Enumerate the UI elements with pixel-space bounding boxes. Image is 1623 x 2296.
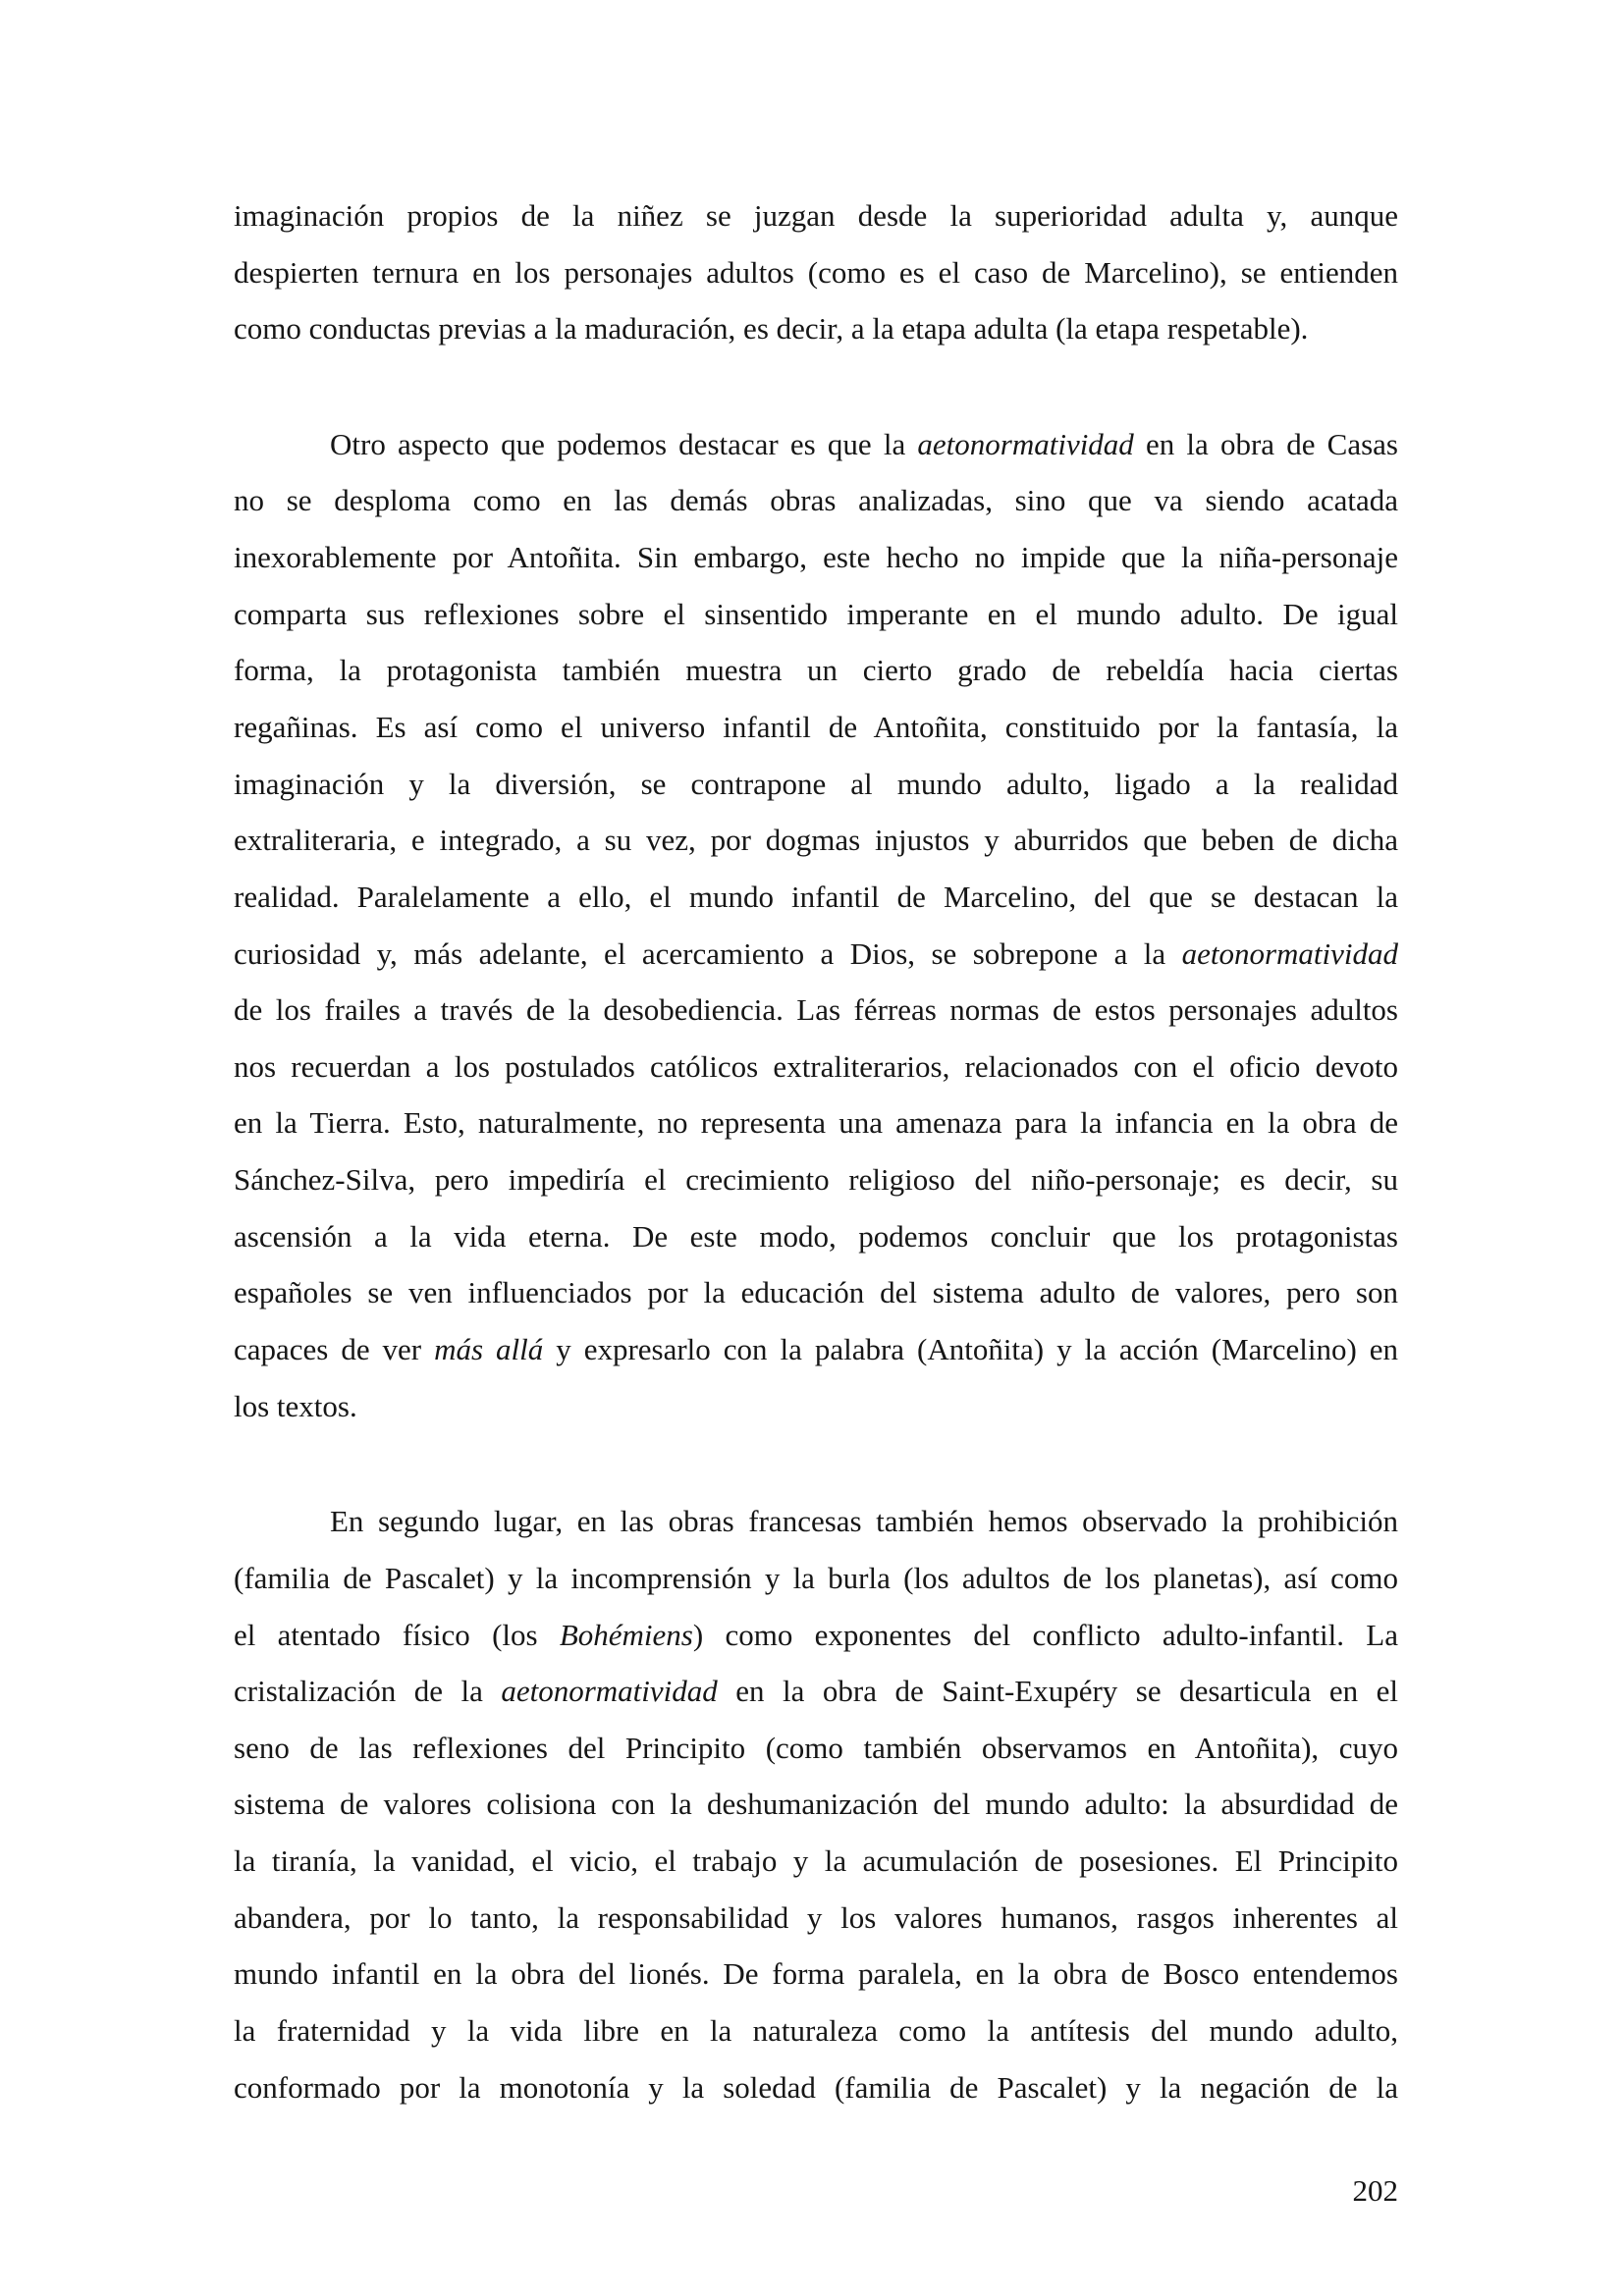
paragraph-3-line-3: el atentado físico (los Bohémiens) como exponentes del conflicto adulto-infantil. La	[234, 1618, 1398, 1652]
paragraph-2-line-5: forma, la protagonista también muestra un cierto grado de rebeldía hacia ciertas	[234, 653, 1398, 687]
italic-term: Bohémiens	[559, 1618, 693, 1652]
page-number: 202	[1352, 2173, 1398, 2208]
paragraph-3-line-7: la tiranía, la vanidad, el vicio, el trabajo y la acumulación de posesiones. El Principito	[234, 1843, 1398, 1878]
paragraph-1-line-2: despierten ternura en los personajes adultos (como es el caso de Marcelino), se entienden	[234, 255, 1398, 290]
paragraph-2-line-9: realidad. Paralelamente a ello, el mundo infantil de Marcelino, del que se destacan la	[234, 880, 1398, 914]
paragraph-2-line-2: no se desploma como en las demás obras analizadas, sino que va siendo acatada	[234, 483, 1398, 517]
paragraph-3-line-6: sistema de valores colisiona con la deshumanización del mundo adulto: la absurdidad de	[234, 1787, 1398, 1821]
paragraph-2-line-17: capaces de ver más allá y expresarlo con la palabra (Antoñita) y la acción (Marcelino) en	[234, 1332, 1399, 1366]
paragraph-2-line-14: Sánchez-Silva, pero impediría el crecimiento religioso del niño-personaje; es decir, su	[234, 1162, 1398, 1197]
paragraph-2-line-11: de los frailes a través de la desobediencia. Las férreas normas de estos personajes adultos	[234, 992, 1398, 1027]
italic-term: más allá	[434, 1332, 544, 1366]
paragraph-2-line-1: Otro aspecto que podemos destacar es que la aetonormatividad en la obra de Casas	[330, 427, 1398, 461]
paragraph-2-line-16: españoles se ven influenciados por la educación del sistema adulto de valores, pero son	[234, 1275, 1398, 1309]
paragraph-2-line-15: ascensión a la vida eterna. De este modo, podemos concluir que los protagonistas	[234, 1219, 1398, 1254]
paragraph-2-line-10: curiosidad y, más adelante, el acercamiento a Dios, se sobrepone a la aetonormatividad	[234, 936, 1398, 971]
italic-term: aetonormatividad	[1181, 936, 1398, 971]
paragraph-2-line-6: regañinas. Es así como el universo infantil de Antoñita, constituido por la fantasía, la	[234, 710, 1398, 744]
paragraph-3-line-1: En segundo lugar, en las obras francesas también hemos observado la prohibición	[330, 1504, 1398, 1538]
paragraph-3-line-10: la fraternidad y la vida libre en la naturaleza como la antítesis del mundo adulto,	[234, 2013, 1398, 2048]
paragraph-1-line-3: como conductas previas a la maduración, es decir, a la etapa adulta (la etapa respetable).	[234, 311, 1309, 346]
paragraph-3-line-4: cristalización de la aetonormatividad en la obra de Saint-Exupéry se desarticula en el	[234, 1674, 1398, 1708]
paragraph-3-line-2: (familia de Pascalet) y la incomprensión y la burla (los adultos de los planetas), así como	[234, 1561, 1398, 1595]
italic-term: aetonormatividad	[917, 427, 1134, 461]
paragraph-2-line-3: inexorablemente por Antoñita. Sin embargo, este hecho no impide que la niña-personaje	[234, 540, 1398, 574]
paragraph-3-line-8: abandera, por lo tanto, la responsabilidad y los valores humanos, rasgos inherentes al	[234, 1900, 1398, 1935]
paragraph-2-line-13: en la Tierra. Esto, naturalmente, no representa una amenaza para la infancia en la obra de	[234, 1105, 1398, 1140]
paragraph-2-line-4: comparta sus reflexiones sobre el sinsentido imperante en el mundo adulto. De igual	[234, 597, 1398, 631]
paragraph-2-line-8: extraliteraria, e integrado, a su vez, por dogmas injustos y aburridos que beben de dicha	[234, 823, 1398, 857]
italic-term: aetonormatividad	[501, 1674, 718, 1708]
paragraph-2-line-7: imaginación y la diversión, se contrapone al mundo adulto, ligado a la realidad	[234, 767, 1398, 801]
paragraph-3-line-9: mundo infantil en la obra del lionés. De forma paralela, en la obra de Bosco entendemos	[234, 1956, 1398, 1991]
paragraph-2-line-12: nos recuerdan a los postulados católicos extraliterarios, relacionados con el oficio devoto	[234, 1049, 1398, 1084]
paragraph-3-line-5: seno de las reflexiones del Principito (como también observamos en Antoñita), cuyo	[234, 1731, 1398, 1765]
paragraph-1-line-1: imaginación propios de la niñez se juzgan desde la superioridad adulta y, aunque	[234, 198, 1398, 233]
paragraph-2-line-18: los textos.	[234, 1389, 357, 1423]
paragraph-3-line-11: conformado por la monotonía y la soledad (familia de Pascalet) y la negación de la	[234, 2070, 1398, 2105]
